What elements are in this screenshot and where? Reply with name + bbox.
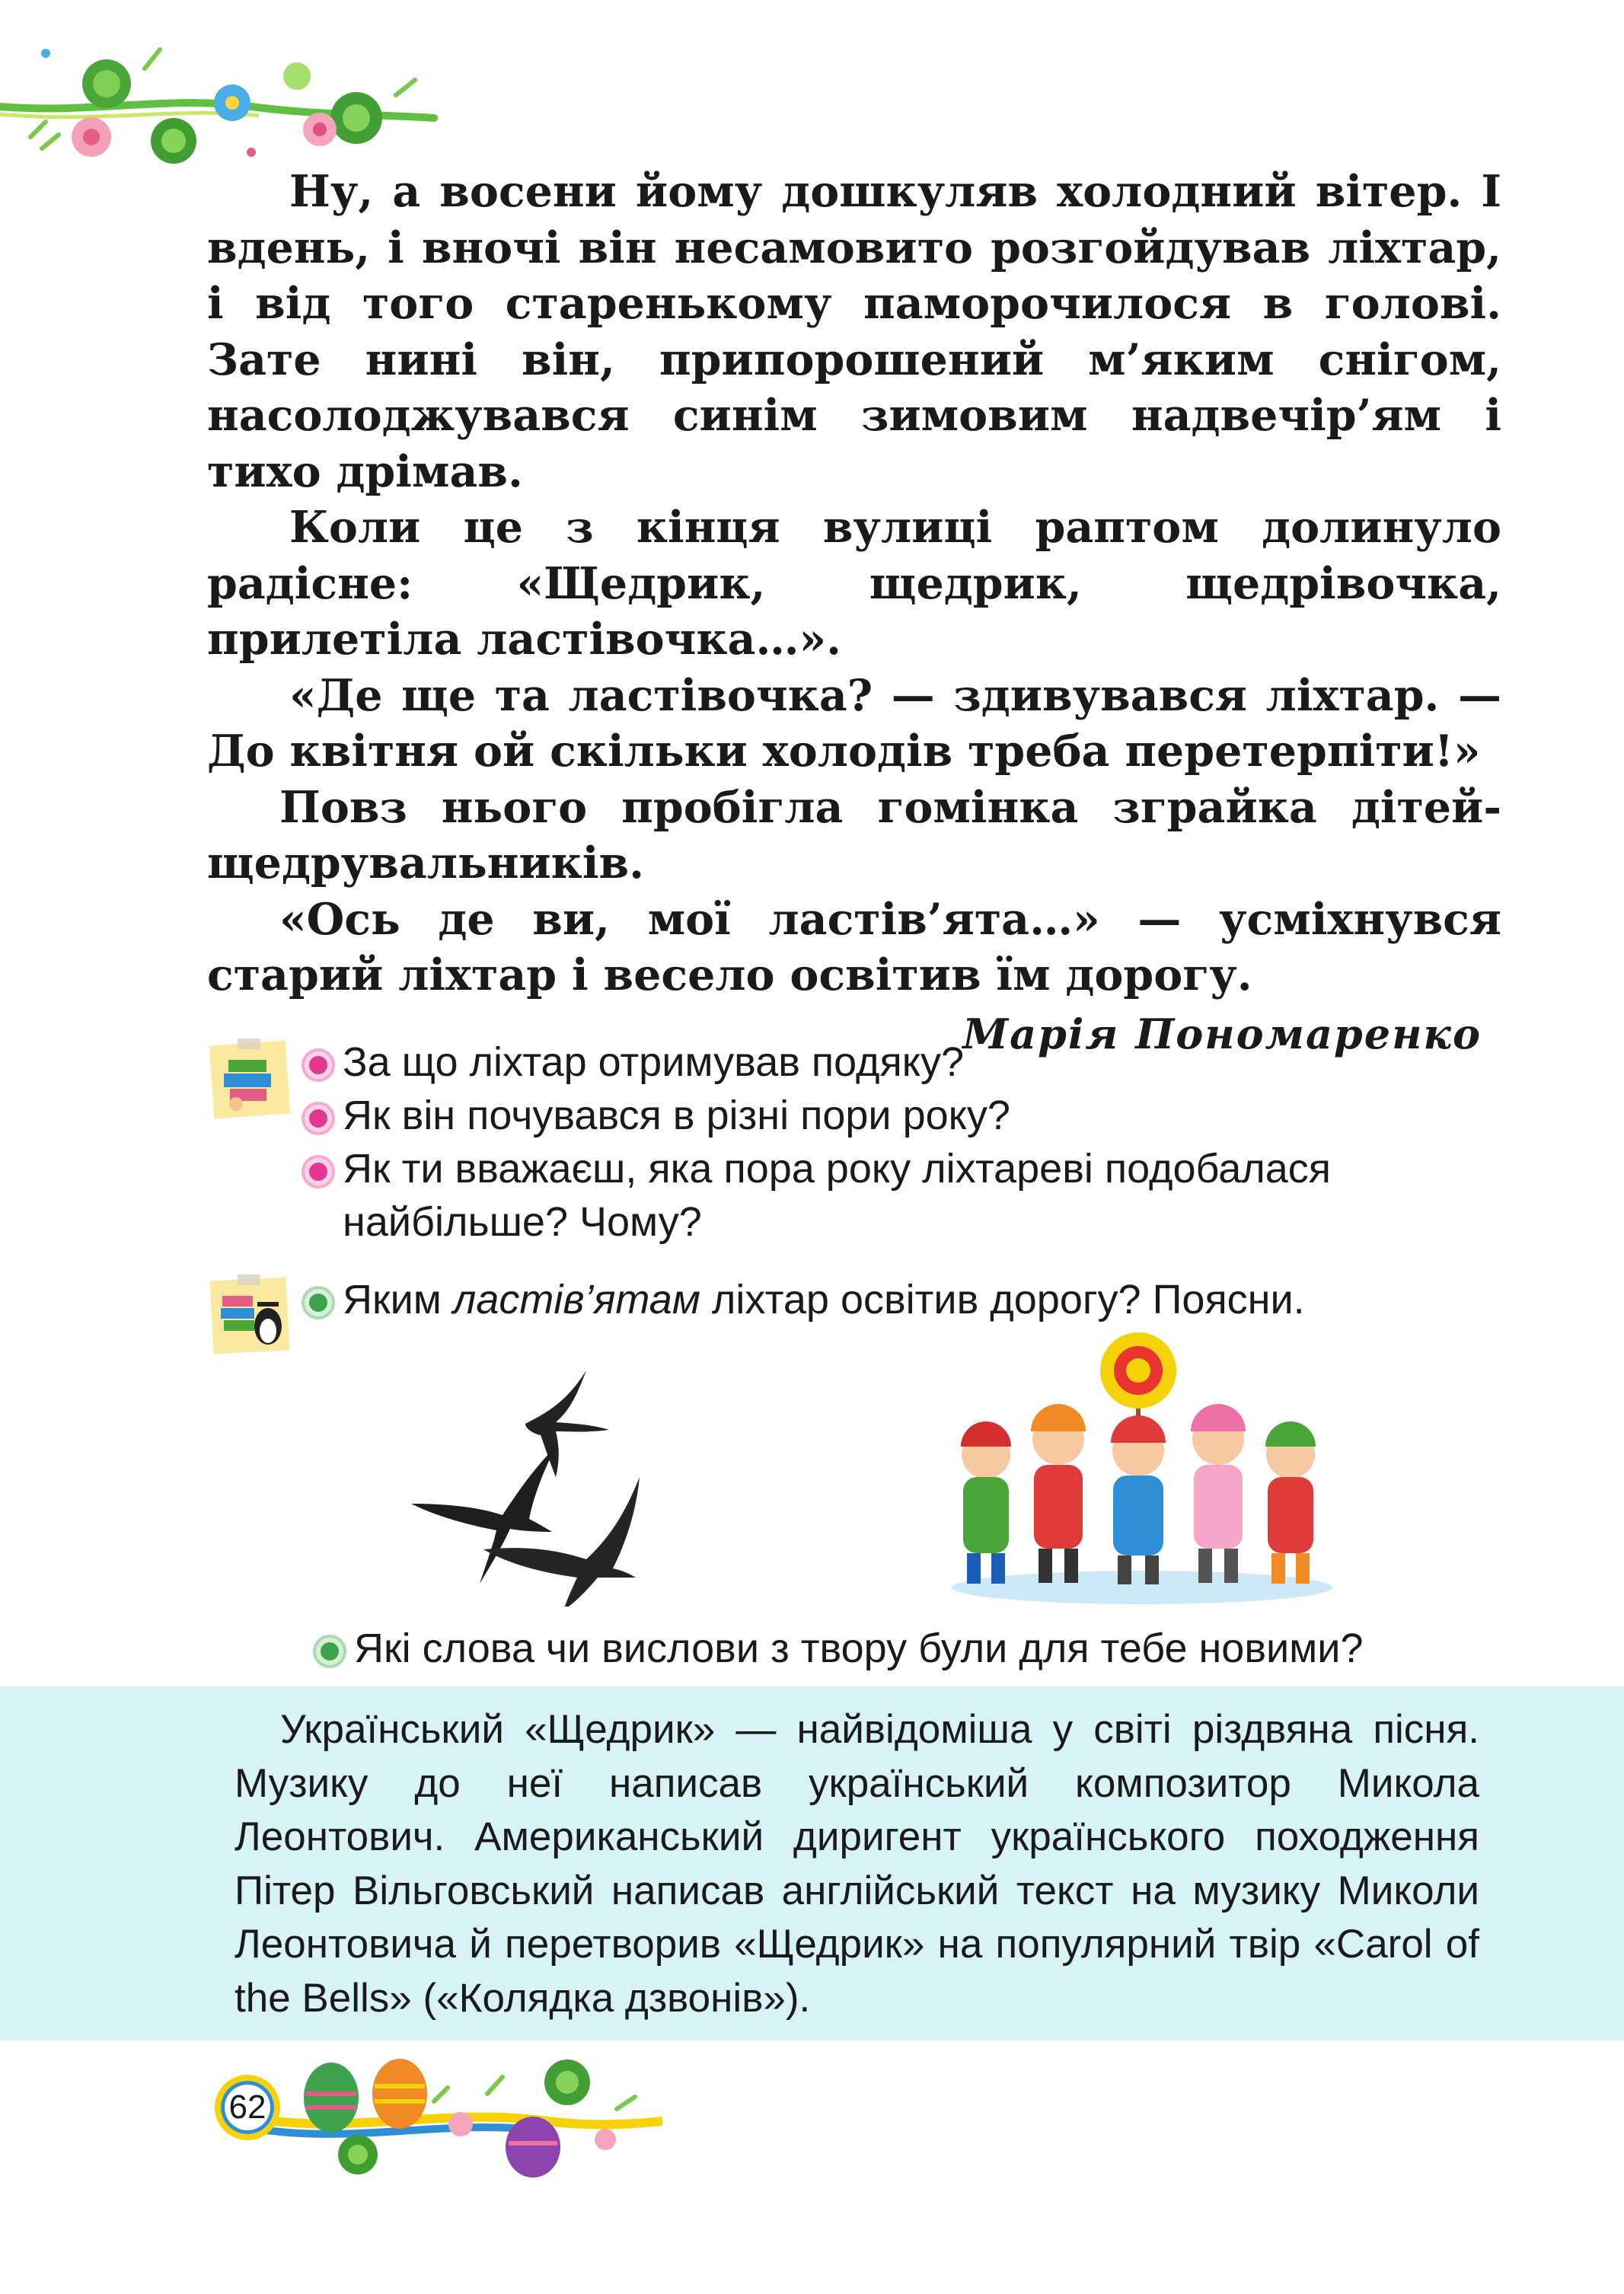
task-text: Яким ластів’ятам ліхтар освітив дорогу? Поясни. xyxy=(343,1277,1305,1322)
question-item xyxy=(305,1089,1010,1142)
easter-eggs-branch-icon xyxy=(266,2048,662,2178)
green-bullet-icon xyxy=(305,1289,332,1316)
task-item xyxy=(305,1273,1523,1334)
pink-bullet-icon xyxy=(305,1051,332,1079)
page-number: 62 xyxy=(215,2075,280,2140)
story-paragraph: Коли це з кінця вулиці раптом долинуло радісне: «Щедрик, щедрик, щедрівочка, прилетіла ластівочка…». xyxy=(207,502,1501,665)
story-paragraph: Ну, а восени йому дошкуляв холодний вітер. І вдень, і вночі він несамовито розгойдував ліхтар, і від того старенькому паморочилося в голові. Зате нині він, припорошений м’яким снігом, насолоджувався синім зимовим надвечір’ям і тихо дрімав. xyxy=(207,166,1501,497)
swallows-icon xyxy=(404,1355,655,1606)
task-item xyxy=(316,1622,1534,1683)
floral-branch-icon xyxy=(0,23,457,175)
question-text: Як він почувався в різні пори року? xyxy=(343,1093,1010,1138)
emphasis-word: ластів’ятам xyxy=(452,1277,700,1322)
task-text: Які слова чи вислови з твору були для тебе новими? xyxy=(354,1626,1364,1671)
pink-bullet-icon xyxy=(305,1105,332,1132)
question-list xyxy=(305,1035,1523,1264)
story-text xyxy=(207,164,1501,1064)
sticky-note-books-icon xyxy=(207,1037,292,1122)
story-paragraph: Повз нього пробігла гомінка зграйка дітей-щедрувальників. xyxy=(207,781,1501,889)
green-bullet-icon xyxy=(316,1638,343,1665)
question-item xyxy=(305,1142,1492,1249)
question-item xyxy=(305,1035,964,1089)
info-box xyxy=(0,1686,1624,2040)
story-paragraph: «Де ще та ластівочка? — здивувався ліхтар. — До квітня ой скільки холодів треба перетерпіти!» xyxy=(207,669,1501,777)
pink-bullet-icon xyxy=(305,1158,332,1185)
story-paragraph: «Ось де ви, мої ластів’ята…» — усміхнувся старий ліхтар і весело освітив їм дорогу. xyxy=(207,893,1501,1000)
info-text: Український «Щедрик» — найвідоміша у світі різдвяна пісня. Музику до неї написав український композитор Микола Леонтович. Американський диригент українського походження Пітер Вільговський написав англійський текст на музику Миколи Леонтовича й перетворив «Щедрик» на популярний твір «Carol of the Bells» («Колядка дзвонів»). xyxy=(235,1707,1479,2021)
carolers-children-icon xyxy=(944,1325,1340,1606)
question-text: Як ти вважаєш, яка пора року ліхтареві подобалася найбільше? Чому? xyxy=(343,1146,1332,1245)
question-text: За що ліхтар отримував подяку? xyxy=(343,1039,965,1085)
sticky-note-penguin-icon xyxy=(207,1273,292,1358)
author-name: Марія Пономаренко xyxy=(962,1009,1482,1058)
